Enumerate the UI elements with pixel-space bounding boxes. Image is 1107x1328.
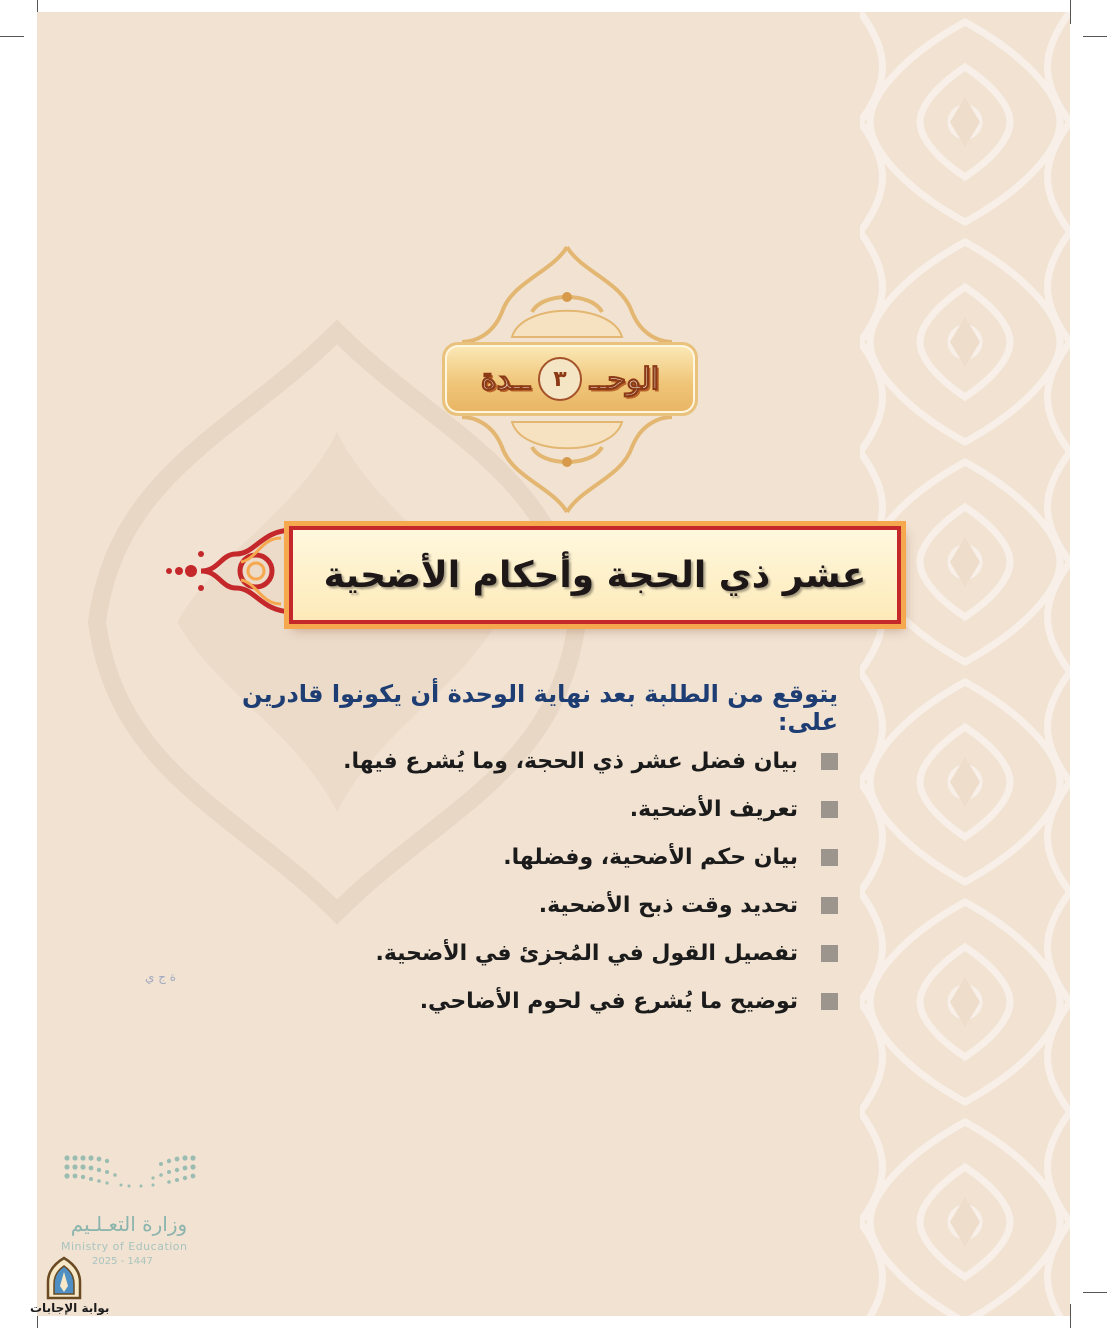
page-mark: ﺓ ﺝ ﻱ (145, 970, 177, 984)
bullet-square-icon (821, 753, 838, 770)
objective-text: تفصيل القول في المُجزئ في الأضحية. (375, 941, 798, 966)
crop-mark (0, 36, 24, 37)
unit-word-start: الوحــ (589, 361, 660, 397)
list-item (198, 834, 838, 882)
list-item (198, 882, 838, 930)
watermark-text: بوابة الإجابات (30, 1301, 110, 1315)
crop-mark (1083, 36, 1107, 37)
unit-badge (432, 242, 702, 517)
arabesque-border (860, 12, 1070, 1316)
unit-title: عشر ذي الحجة وأحكام الأضحية (323, 554, 867, 596)
list-item (198, 930, 838, 978)
list-item (198, 738, 838, 786)
list-item (198, 786, 838, 834)
title-ornament-icon (161, 524, 296, 618)
objective-text: توضيح ما يُشرع في لحوم الأضاحي. (419, 989, 798, 1014)
ministry-year: 2025 - 1447 (92, 1256, 153, 1267)
bullet-square-icon (821, 801, 838, 818)
ministry-logo-icon (61, 1152, 211, 1212)
watermark-logo-icon (44, 1256, 84, 1300)
book-page (37, 12, 1070, 1316)
unit-number: ٣ (538, 357, 582, 401)
objective-text: تحديد وقت ذبح الأضحية. (538, 893, 798, 918)
objectives-intro: يتوقع من الطلبة بعد نهاية الوحدة أن يكونوا قادرين على: (242, 680, 838, 736)
objective-text: تعريف الأضحية. (629, 797, 798, 822)
bullet-square-icon (821, 993, 838, 1010)
objectives-list (198, 738, 838, 1026)
crop-mark (1083, 1292, 1107, 1293)
crop-mark (1070, 1304, 1071, 1328)
ministry-name-arabic: وزارة التعـلـيم (70, 1212, 188, 1236)
bullet-square-icon (821, 897, 838, 914)
unit-label (442, 342, 698, 416)
objective-text: بيان حكم الأضحية، وفضلها. (503, 845, 798, 870)
bullet-square-icon (821, 945, 838, 962)
unit-word-end: ــدة (480, 361, 530, 397)
unit-title-banner (289, 526, 901, 624)
objective-text: بيان فضل عشر ذي الحجة، وما يُشرع فيها. (343, 749, 798, 774)
bullet-square-icon (821, 849, 838, 866)
ministry-name-english: Ministry of Education (61, 1240, 188, 1253)
crop-mark (1070, 0, 1071, 24)
list-item (198, 978, 838, 1026)
